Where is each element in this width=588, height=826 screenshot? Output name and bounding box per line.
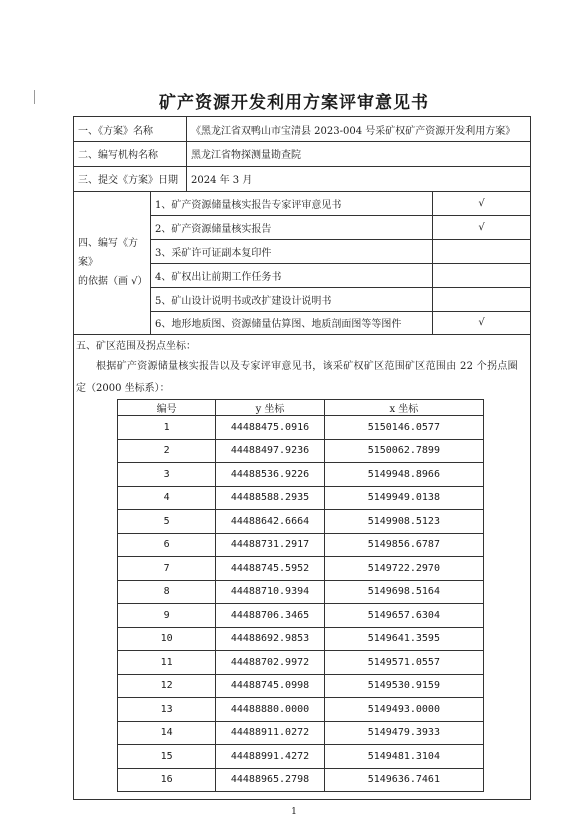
row-author-org [74, 141, 530, 167]
section5-paragraph-line1: 根据矿产资源储量核实报告以及专家评审意见书，该采矿权矿区范围矿区范围由 22 个拐点圈 [96, 361, 518, 372]
basis-item-text: 4、矿权出让前期工作任务书 [151, 263, 433, 287]
x-coordinate: 5149571.0557 [324, 651, 483, 675]
point-index: 12 [118, 674, 216, 698]
x-coordinate: 5149908.5123 [324, 510, 483, 534]
basis-item [151, 287, 530, 312]
document-title: 矿产资源开发利用方案评审意见书 [159, 93, 429, 113]
basis-item-text: 6、地形地质图、资源储量估算图、地质剖面图等等图件 [151, 311, 433, 334]
check-mark: √ [478, 197, 485, 209]
header-x: x 坐标 [324, 400, 483, 416]
table-row [118, 463, 484, 487]
table-row [118, 674, 484, 698]
basis-item-text: 5、矿山设计说明书或改扩建设计说明书 [151, 287, 433, 311]
table-row [118, 510, 484, 534]
y-coordinate: 44488536.9226 [216, 463, 324, 487]
table-row [118, 604, 484, 628]
table-row [118, 651, 484, 675]
point-index: 13 [118, 698, 216, 722]
check-mark [433, 263, 530, 287]
point-index: 9 [118, 604, 216, 628]
table-row [118, 745, 484, 769]
x-coordinate: 5149636.7461 [324, 768, 483, 792]
basis-item [151, 263, 530, 288]
basis-item [151, 215, 530, 240]
table-row [118, 439, 484, 463]
table-row [118, 486, 484, 510]
y-coordinate: 44488991.4272 [216, 745, 324, 769]
basis-item-text: 1、矿产资源储量核实报告专家评审意见书 [151, 191, 433, 215]
x-coordinate: 5149481.3104 [324, 745, 483, 769]
y-coordinate: 44488745.0998 [216, 674, 324, 698]
table-row [118, 580, 484, 604]
basis-section [74, 191, 530, 335]
x-coordinate: 5149657.6304 [324, 604, 483, 628]
basis-label-line2: 的依据（画 √） [78, 276, 148, 287]
coordinate-table-body [118, 416, 484, 792]
point-index: 6 [118, 533, 216, 557]
row-plan-name [74, 117, 530, 142]
y-coordinate: 44488706.3465 [216, 604, 324, 628]
y-coordinate: 44488497.9236 [216, 439, 324, 463]
x-coordinate: 5149479.3933 [324, 721, 483, 745]
x-coordinate: 5149722.2970 [324, 557, 483, 581]
basis-item-text: 2、矿产资源储量核实报告 [151, 215, 433, 239]
check-mark: √ [478, 221, 485, 233]
point-index: 3 [118, 463, 216, 487]
x-coordinate: 5149530.9159 [324, 674, 483, 698]
x-coordinate: 5150146.0577 [324, 416, 483, 440]
row-value: 2024 年 3 月 [191, 175, 253, 186]
y-coordinate: 44488642.6664 [216, 510, 324, 534]
row-label: 三、提交《方案》日期 [74, 166, 187, 191]
coordinate-table [117, 399, 484, 792]
basis-item [151, 239, 530, 264]
point-index: 14 [118, 721, 216, 745]
point-index: 2 [118, 439, 216, 463]
point-index: 7 [118, 557, 216, 581]
row-value: 黑龙江省物探测量勘查院 [191, 150, 301, 161]
y-coordinate: 44488475.0916 [216, 416, 324, 440]
table-row [118, 721, 484, 745]
y-coordinate: 44488731.2917 [216, 533, 324, 557]
table-row [118, 416, 484, 440]
x-coordinate: 5149641.3595 [324, 627, 483, 651]
point-index: 5 [118, 510, 216, 534]
point-index: 15 [118, 745, 216, 769]
y-coordinate: 44488710.9394 [216, 580, 324, 604]
page-number: 1 [291, 807, 297, 817]
point-index: 10 [118, 627, 216, 651]
basis-item [151, 311, 530, 334]
y-coordinate: 44488911.0272 [216, 721, 324, 745]
section5-paragraph-line2: 定（2000 坐标系）： [76, 383, 170, 394]
header-index: 编号 [118, 400, 216, 416]
x-coordinate: 5149948.8966 [324, 463, 483, 487]
basis-item-text: 3、采矿许可证副本复印件 [151, 239, 433, 263]
y-coordinate: 44488745.5952 [216, 557, 324, 581]
x-coordinate: 5149493.0000 [324, 698, 483, 722]
y-coordinate: 44488880.0000 [216, 698, 324, 722]
point-index: 11 [118, 651, 216, 675]
check-mark [433, 239, 530, 263]
row-submit-date [74, 166, 530, 192]
table-row [118, 627, 484, 651]
check-mark: √ [478, 317, 485, 328]
x-coordinate: 5150062.7899 [324, 439, 483, 463]
review-form [73, 116, 531, 800]
basis-item [151, 191, 530, 216]
basis-label-line1: 四、编写《方案》 [78, 238, 138, 268]
point-index: 16 [118, 768, 216, 792]
y-coordinate: 44488965.2798 [216, 768, 324, 792]
row-label: 一、《方案》名称 [74, 117, 187, 141]
y-coordinate: 44488588.2935 [216, 486, 324, 510]
y-coordinate: 44488702.9972 [216, 651, 324, 675]
basis-label [74, 191, 151, 334]
table-row [118, 698, 484, 722]
point-index: 1 [118, 416, 216, 440]
table-row [118, 557, 484, 581]
table-row [118, 533, 484, 557]
row-value: 《黑龙江省双鸭山市宝清县 2023-004 号采矿权矿产资源开发利用方案》 [191, 125, 516, 137]
point-index: 8 [118, 580, 216, 604]
point-index: 4 [118, 486, 216, 510]
row-label: 二、编写机构名称 [74, 141, 187, 166]
x-coordinate: 5149949.0138 [324, 486, 483, 510]
x-coordinate: 5149698.5164 [324, 580, 483, 604]
x-coordinate: 5149856.6787 [324, 533, 483, 557]
table-row [118, 768, 484, 792]
check-mark [433, 287, 530, 311]
header-y: y 坐标 [216, 400, 324, 416]
section5-heading: 五、矿区范围及拐点坐标： [76, 341, 196, 352]
coordinate-table-header [118, 400, 484, 416]
y-coordinate: 44488692.9853 [216, 627, 324, 651]
